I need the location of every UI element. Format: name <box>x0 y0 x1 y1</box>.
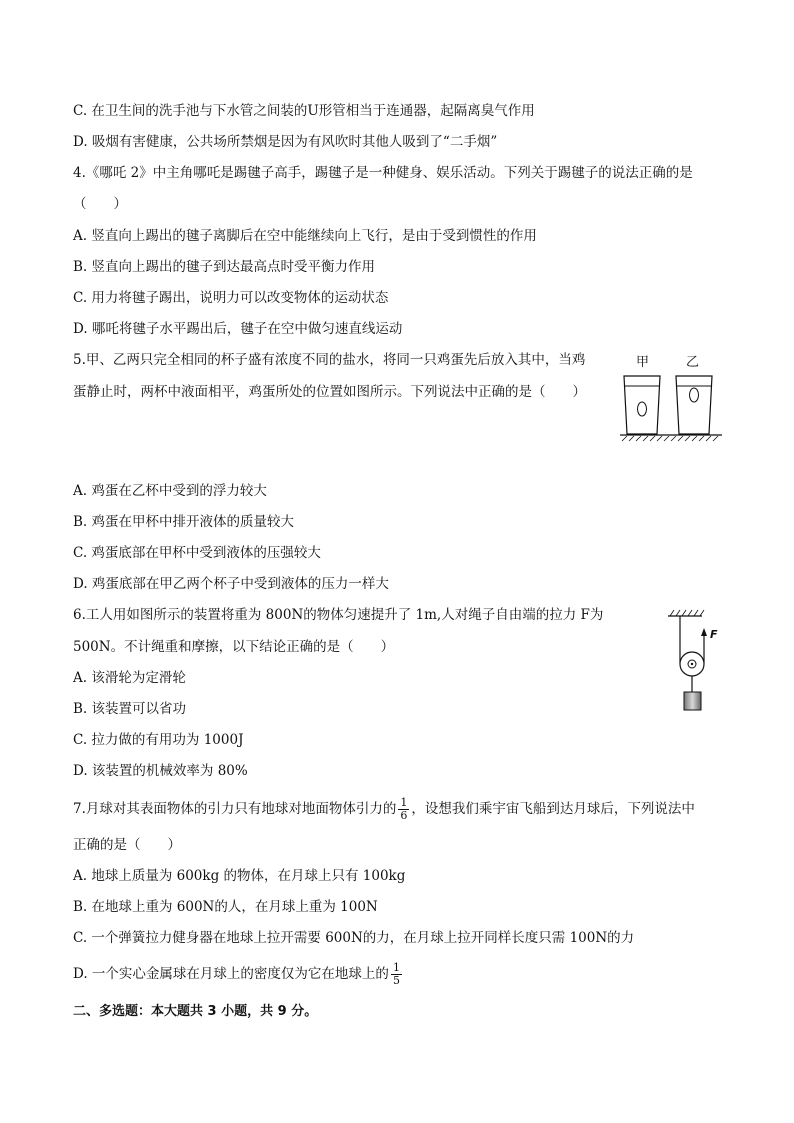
q7-stem-line2: 正确的是（ ） <box>73 837 181 853</box>
q7-stem-line1 <box>73 797 695 822</box>
q3-option-d: D. 吸烟有害健康，公共场所禁烟是因为有风吹时其他人吸到了“二手烟” <box>73 134 498 150</box>
cup-yi <box>676 376 712 434</box>
q7-stem-post: ，设想我们乘宇宙飞船到达月球后，下列说法中 <box>411 801 695 817</box>
label-yi: 乙 <box>686 355 700 370</box>
label-jia: 甲 <box>636 355 650 370</box>
q6-option-a: A. 该滑轮为定滑轮 <box>73 670 186 686</box>
q7-option-a: A. 地球上质量为 600kg 的物体，在月球上只有 100kg <box>73 868 406 884</box>
weight-block <box>684 692 701 710</box>
cup-jia <box>624 376 660 434</box>
q5-option-d: D. 鸡蛋底部在甲乙两个杯子中受到液体的压力一样大 <box>73 576 389 592</box>
q7-option-c: C. 一个弹簧拉力健身器在地球上拉开需要 600N的力，在月球上拉开同样长度只需 100N的力 <box>73 930 635 946</box>
q6-option-c: C. 拉力做的有用功为 1000J <box>73 732 244 748</box>
q5-option-c: C. 鸡蛋底部在甲杯中受到液体的压强较大 <box>73 545 321 561</box>
q7-option-b: B. 在地球上重为 600N的人，在月球上重为 100N <box>73 899 378 915</box>
q6-stem-line1: 6.工人用如图所示的装置将重为 800N的物体匀速提升了 1m,人对绳子自由端的拉力 F为 <box>73 607 604 623</box>
q5-option-a: A. 鸡蛋在乙杯中受到的浮力较大 <box>73 483 267 499</box>
egg-in-jia <box>638 402 647 416</box>
q3-option-c: C. 在卫生间的洗手池与下水管之间装的U形管相当于连通器，起隔离臭气作用 <box>73 103 535 119</box>
q5-option-b: B. 鸡蛋在甲杯中排开液体的质量较大 <box>73 514 295 530</box>
force-label: F <box>710 628 718 641</box>
fraction-one-fifth: $\frac{1}{5}$ <box>392 961 400 987</box>
q5-stem-line1: 5.甲、乙两只完全相同的杯子盛有浓度不同的盐水，将同一只鸡蛋先后放入其中，当鸡 <box>73 352 586 368</box>
q6-stem-line2: 500N。不计绳重和摩擦，以下结论正确的是（ ） <box>73 639 395 655</box>
q4-option-a: A. 竖直向上踢出的毽子离脚后在空中能继续向上飞行，是由于受到惯性的作用 <box>73 228 537 244</box>
q4-option-c: C. 用力将毽子踢出，说明力可以改变物体的运动状态 <box>73 290 389 306</box>
section-2-heading: 二、多选题：本大题共 3 小题，共 9 分。 <box>73 1004 318 1019</box>
q4-stem-line2: （ ） <box>73 196 127 212</box>
q5-stem-line2: 蛋静止时，两杯中液面相平，鸡蛋所处的位置如图所示。下列说法中正确的是（ ） <box>73 384 586 400</box>
cups-figure <box>618 350 726 442</box>
q6-option-b: B. 该装置可以省功 <box>73 701 187 717</box>
pulley-figure <box>664 606 728 714</box>
q4-option-b: B. 竖直向上踢出的毽子到达最高点时受平衡力作用 <box>73 259 376 275</box>
q6-option-d: D. 该装置的机械效率为 80% <box>73 763 248 779</box>
egg-in-yi <box>690 388 699 402</box>
q7-option-d <box>73 962 404 987</box>
q7-stem-pre: 7.月球对其表面物体的引力只有地球对地面物体引力的 <box>73 801 397 817</box>
fraction-one-sixth: $\frac{1}{6}$ <box>400 796 408 822</box>
q4-option-d: D. 哪吒将毽子水平踢出后，毽子在空中做匀速直线运动 <box>73 321 403 337</box>
q4-stem-line1: 4.《哪吒 2》中主角哪吒是踢毽子高手，踢毽子是一种健身、娱乐活动。下列关于踢毽子的说法正确的是 <box>73 165 693 181</box>
q7-option-d-text: D. 一个实心金属球在月球上的密度仅为它在地球上的 <box>73 966 389 982</box>
